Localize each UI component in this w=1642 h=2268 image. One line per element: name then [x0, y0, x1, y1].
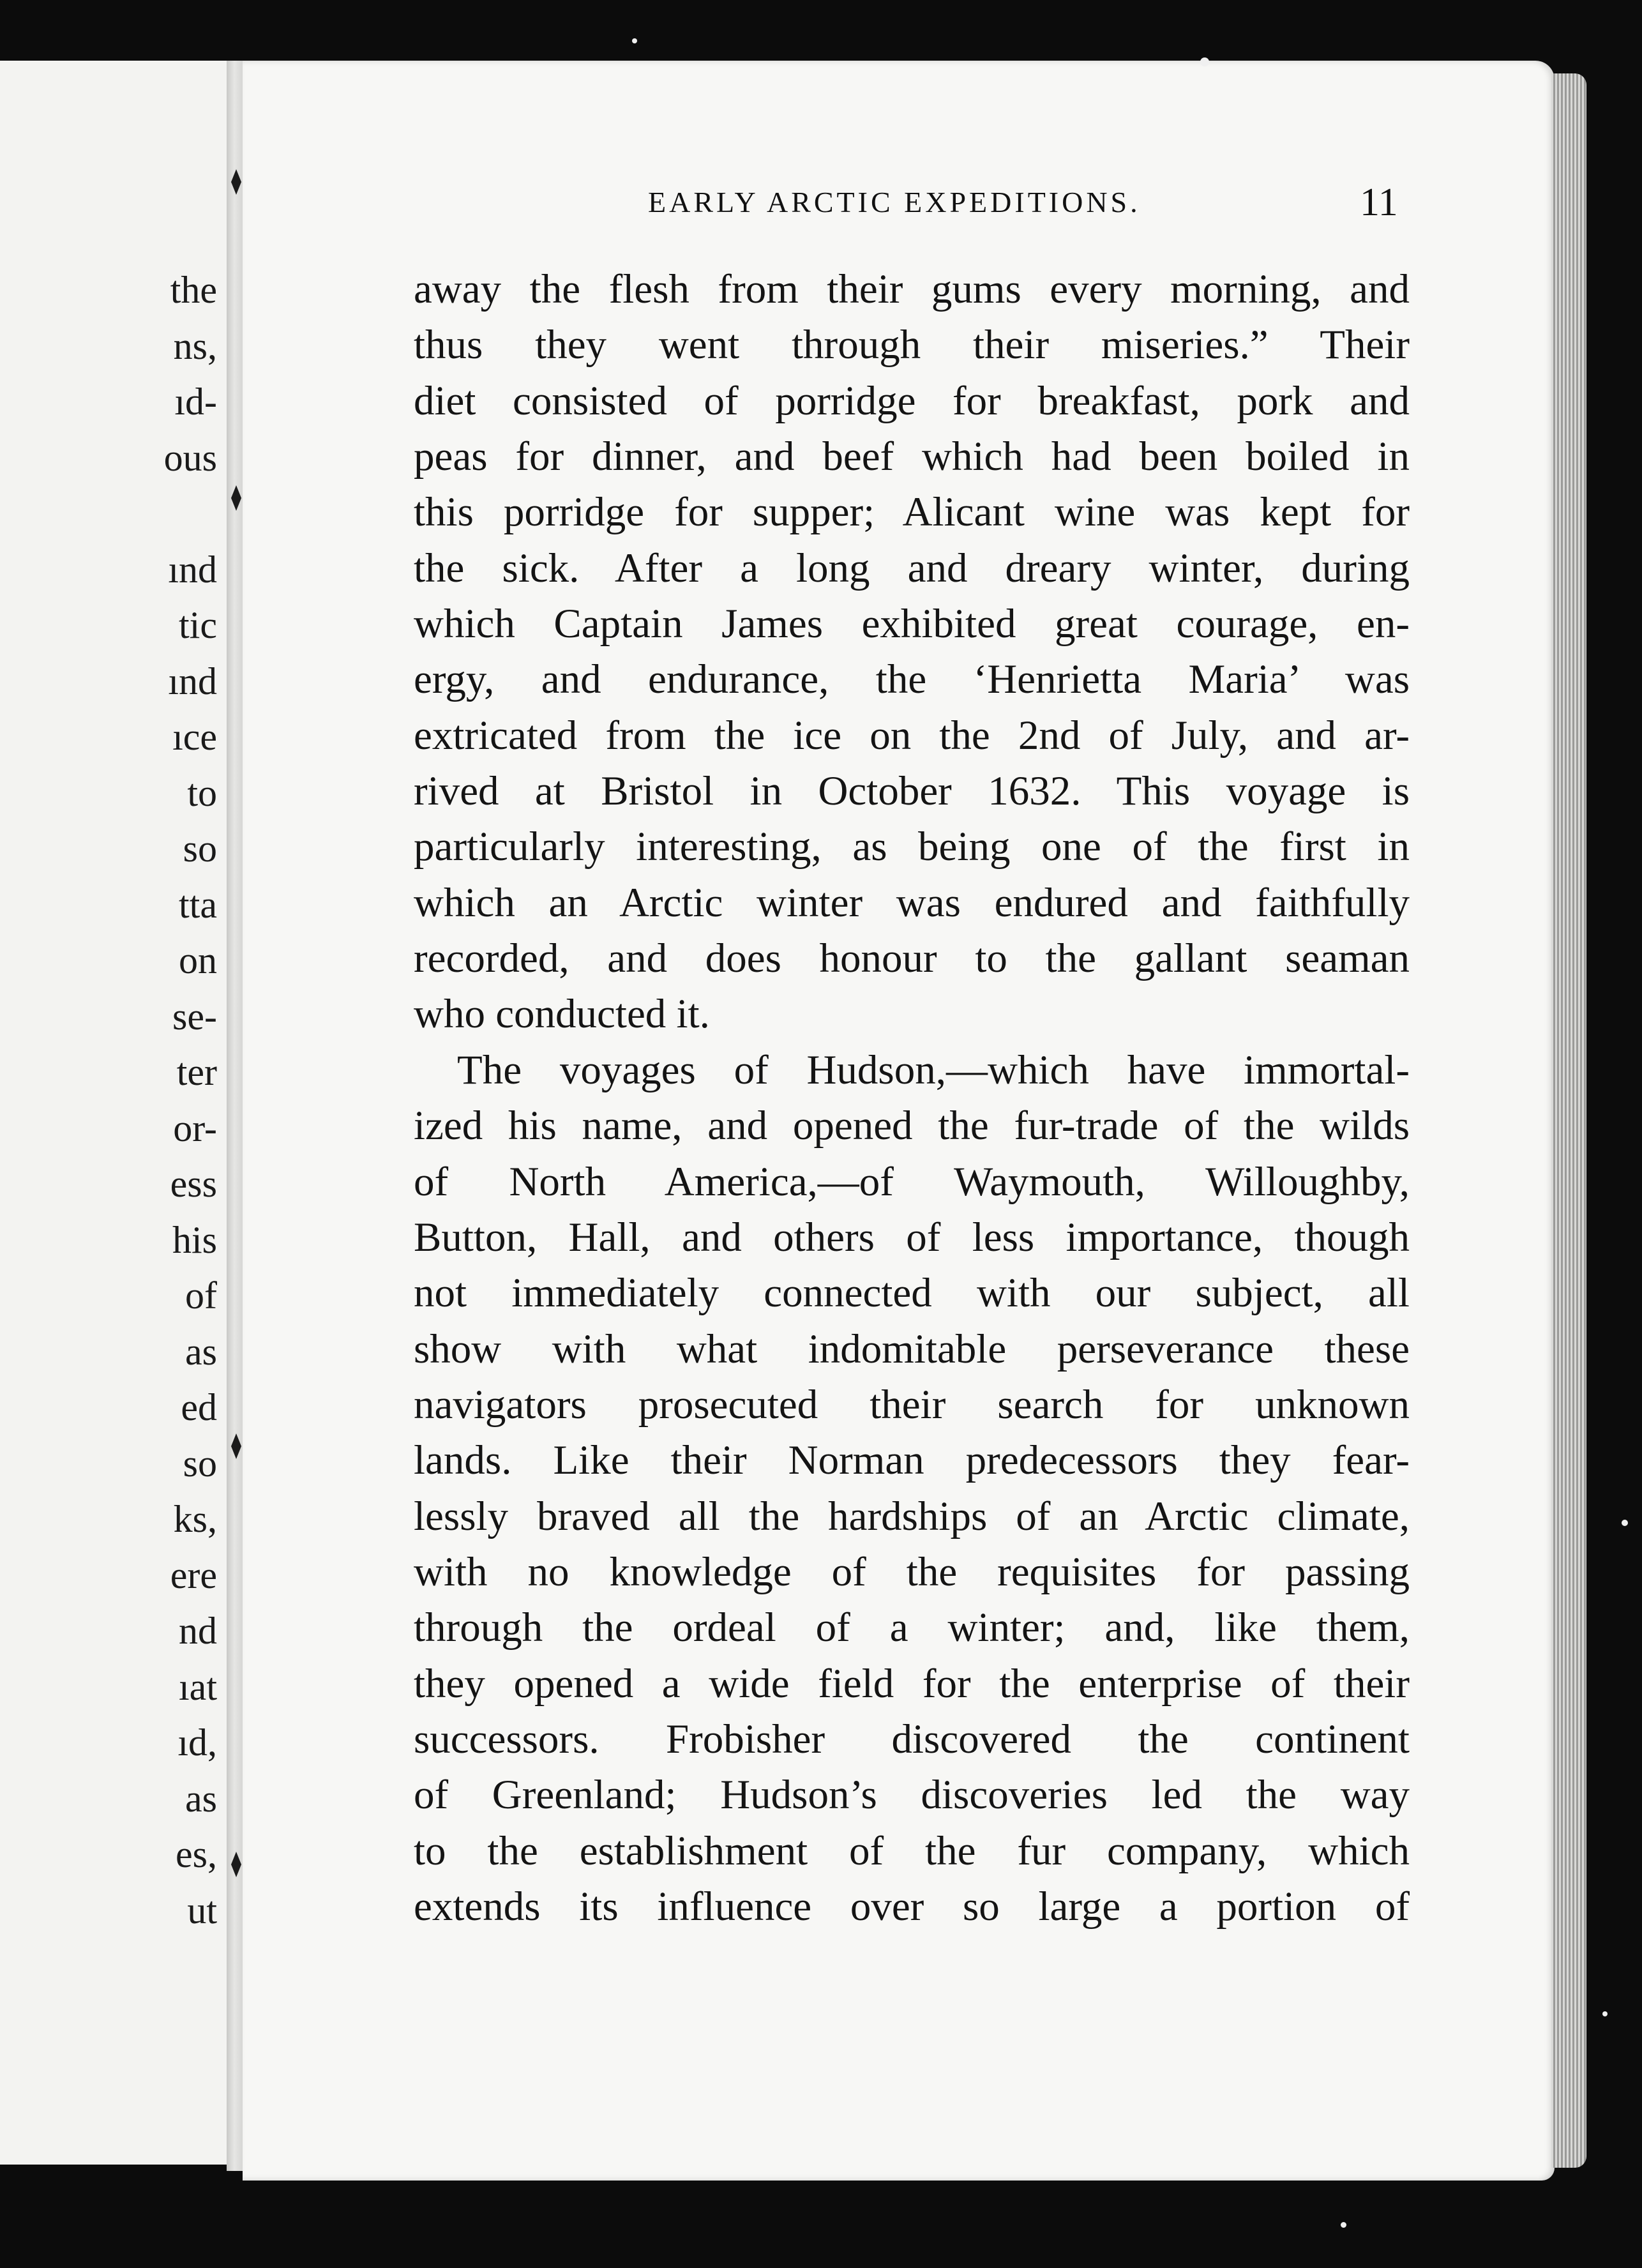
left-page-line: ere	[170, 1554, 217, 1596]
text-line: of Greenland; Hudson’s discoveries led the way	[414, 1772, 1410, 1818]
text-line: which Captain James exhibited great courage, en-	[414, 601, 1410, 647]
left-page-line	[164, 486, 217, 542]
text-line: not immediately connected with our subject, all	[414, 1270, 1410, 1317]
text-line: peas for dinner, and beef which had been boiled in	[414, 434, 1410, 480]
text-line: the sick. After a long and dreary winter, during	[414, 545, 1410, 591]
dust-speck	[632, 38, 637, 43]
text-line: Button, Hall, and others of less importance, though	[414, 1214, 1410, 1260]
text-line: navigators prosecuted their search for unknown	[414, 1381, 1410, 1428]
text-line: lands. Like their Norman predecessors they fear-	[414, 1437, 1410, 1484]
left-page-line: on	[179, 939, 217, 981]
left-page-line: tic	[179, 604, 217, 646]
left-page-line: tta	[179, 883, 217, 926]
left-page-line: as	[185, 1777, 217, 1820]
text-line: away the flesh from their gums every morning, and	[414, 266, 1410, 312]
text-line: The voyages of Hudson,—which have immortal-	[457, 1047, 1410, 1093]
text-line: rived at Bristol in October 1632. This voyage is	[414, 768, 1410, 815]
dust-speck	[1200, 57, 1209, 66]
left-page-line: ıd-	[174, 381, 217, 423]
text-line: which an Arctic winter was endured and faithfully	[414, 879, 1410, 926]
left-page-line: ıat	[179, 1665, 217, 1708]
dust-speck	[1602, 2011, 1608, 2016]
text-line: this porridge for supper; Alicant wine was kept for	[414, 489, 1410, 536]
left-page-line: ous	[163, 436, 217, 479]
left-page-line: es,	[176, 1833, 217, 1875]
text-line: show with what indomitable perseverance these	[414, 1326, 1410, 1372]
page-edges	[1551, 73, 1586, 2168]
left-page-line: ns,	[173, 324, 217, 367]
left-page-text	[164, 262, 217, 1939]
left-page-line: ed	[181, 1386, 217, 1428]
left-page-line: se-	[172, 995, 217, 1038]
left-page-line: ıce	[172, 716, 217, 758]
left-page-line: to	[187, 771, 217, 814]
running-head: EARLY ARCTIC EXPEDITIONS.	[648, 186, 1141, 218]
text-line: of North America,—of Waymouth, Willoughby,	[414, 1158, 1410, 1205]
text-line: particularly interesting, as being one of the first in	[414, 824, 1410, 870]
left-page-line: ter	[176, 1051, 217, 1093]
text-line: successors. Frobisher discovered the continent	[414, 1716, 1410, 1762]
left-page	[0, 61, 231, 2165]
text-line: extends its influence over so large a portion of	[414, 1883, 1410, 1930]
text-line: with no knowledge of the requisites for passing	[414, 1548, 1410, 1595]
left-page-line: ks,	[173, 1498, 217, 1540]
text-line: diet consisted of porridge for breakfast, pork and	[414, 377, 1410, 424]
left-page-line: of	[185, 1274, 217, 1317]
text-line: who conducted it.	[414, 991, 710, 1038]
left-page-line: ıd,	[177, 1721, 217, 1764]
text-line: recorded, and does honour to the gallant seaman	[414, 935, 1410, 982]
body-text	[414, 262, 1410, 1935]
left-page-line: as	[185, 1330, 217, 1373]
left-page-line: so	[183, 1442, 217, 1485]
left-page-line: or-	[173, 1107, 217, 1149]
dust-speck	[1341, 2222, 1346, 2228]
text-line: thus they went through their miseries.” Their	[414, 322, 1410, 368]
text-line: through the ordeal of a winter; and, like them,	[414, 1605, 1410, 1651]
page-number: 11	[1360, 181, 1398, 224]
dust-speck	[1622, 1520, 1628, 1526]
left-page-line: ut	[187, 1889, 217, 1932]
left-page-line: ess	[170, 1163, 217, 1205]
left-page-line: so	[183, 828, 217, 870]
text-line: ized his name, and opened the fur-trade of the wilds	[414, 1103, 1410, 1149]
left-page-line: ınd	[168, 660, 217, 702]
left-page-line: his	[172, 1218, 217, 1261]
text-line: extricated from the ice on the 2nd of July, and ar-	[414, 712, 1410, 759]
text-line: to the establishment of the fur company, which	[414, 1827, 1410, 1874]
text-line: ergy, and endurance, the ‘Henrietta Maria’ was	[414, 656, 1410, 703]
text-line: lessly braved all the hardships of an Arctic climate,	[414, 1493, 1410, 1539]
left-page-line: the	[170, 269, 217, 311]
left-page-line: nd	[179, 1610, 217, 1652]
left-page-line: ınd	[168, 548, 217, 591]
text-line: they opened a wide field for the enterprise of their	[414, 1660, 1410, 1707]
